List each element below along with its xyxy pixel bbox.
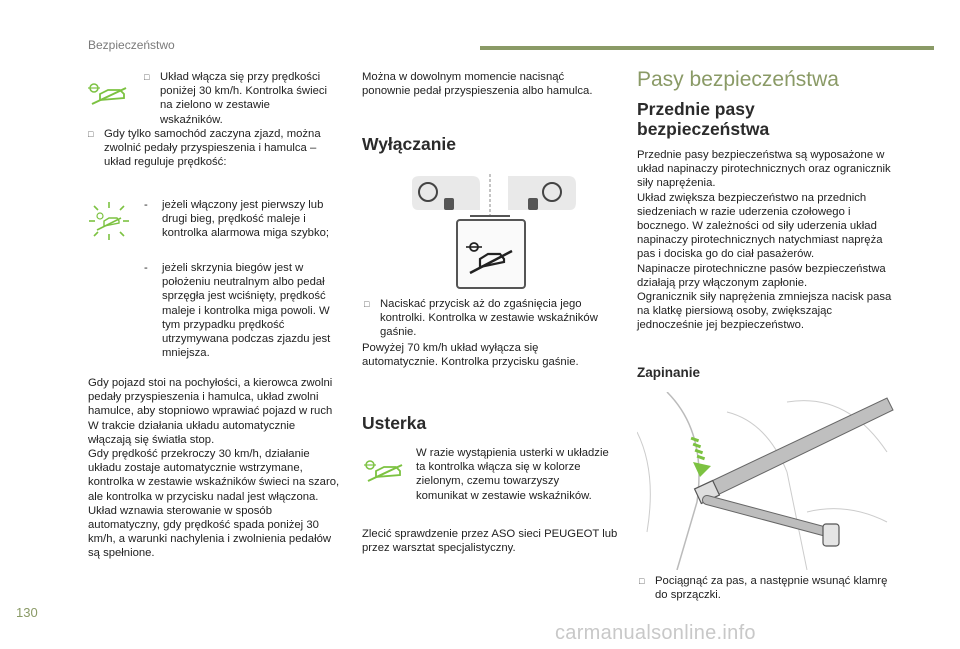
hill-descent-blink-icon: [87, 200, 131, 242]
bullet-marker: □: [364, 299, 370, 309]
col2-fault-paragraph: Zlecić sprawdzenie przez ASO sieci PEUGEOT lub przez warsztat specjalistyczny.: [362, 528, 618, 555]
header-rule: [480, 46, 934, 50]
heading-usterka: Usterka: [362, 413, 427, 433]
col3-fasten-bullet: [639, 574, 895, 602]
col1-dash1: [144, 198, 338, 241]
section-header: Bezpieczeństwo: [88, 38, 175, 52]
heading-wylaczanie: Wyłączanie: [362, 134, 457, 154]
dashboard-icon: [410, 172, 580, 220]
bullet-marker: □: [144, 72, 150, 82]
col2-off-bullet: [364, 297, 614, 340]
subsection-title: Przednie pasy bezpieczeństwa: [637, 99, 770, 139]
col2-fault-text: W razie wystąpienia usterki w układzie ta kontrolka włącza się w kolorze zielonym, czemu towarzyszy komunikat w zestawie wskaźników.: [416, 447, 609, 502]
watermark: carmanualsonline.info: [555, 622, 756, 644]
hill-button-icon[interactable]: [456, 219, 526, 289]
col2-off-bullet-text: Naciskać przycisk aż do zgaśnięcia jego kontrolki. Kontrolka w zestawie wskaźników gaśnie.: [380, 298, 598, 339]
heading-zapinanie: Zapinanie: [637, 365, 701, 380]
bullet-marker: □: [639, 576, 645, 586]
seatbelt-illustration: [637, 392, 897, 570]
col1-dash2: [144, 261, 338, 360]
col1-bullet2-text: Gdy tylko samochód zaczyna zjazd, można zwolnić pedały przyspieszenia i hamulca – układ reguluje prędkość:: [104, 128, 321, 169]
col3-paragraph: Przednie pasy bezpieczeństwa są wyposażone w układ napinaczy pirotechnicznych oraz ogranicznik siły napręźenia. Układ zwiększa bezpieczeństwo na przednich siedzeniach w razie uderzenia czołowego i bocznego. W zależności od siły uderzenia układ napinaczy pirotechnicznych natychmiast napręża pas i dociska go do ciał pasażerów. Napinacze pirotechniczne pasów bezpieczeństwa działają przy włączonym zapłonie. Ogranicznik siły naprężenia zmniejsza nacisk pasa na klatkę piersiową osoby, zwiększając jednocześnie jej bezpieczeństwo.: [637, 149, 892, 332]
dash-marker: -: [144, 262, 148, 274]
col1-bullet1-text: Układ włącza się przy prędkości poniżej 30 km/h. Kontrolka świeci na zielono w zestawie wskaźników.: [160, 71, 328, 126]
col3-fasten-bullet-text: Pociągnąć za pas, a następnie wsunąć klamrę do sprzączki.: [655, 575, 888, 602]
dash-marker: -: [144, 199, 148, 211]
bullet-marker: □: [88, 129, 94, 139]
hill-descent-fault-icon: [362, 455, 408, 485]
col1-bullet2: [88, 127, 336, 170]
col1-dash1-text: jeżeli włączony jest pierwszy lub drugi bieg, prędkość maleje i kontrolka alarmowa miga szybko;: [162, 199, 330, 240]
col1-dash2-text: jeżeli skrzynia biegów jest w położeniu neutralnym albo pedał sprzęgła jest wciśnięty, prędkość maleje i kontrolka miga powoli. W tym przypadku prędkość utrzymywana podczas zjazdu jest mniejsza.: [162, 262, 331, 360]
col2-intro: Można w dowolnym momencie nacisnąć ponownie pedał przyspieszenia albo hamulca.: [362, 71, 593, 98]
col1-bullet1: [144, 70, 335, 127]
section-title: Pasy bezpieczeństwa: [637, 68, 839, 91]
col2-off-paragraph: Powyżej 70 km/h układ wyłącza się automatycznie. Kontrolka przycisku gaśnie.: [362, 342, 579, 369]
page-number: 130: [16, 605, 38, 620]
col1-paragraph: Gdy pojazd stoi na pochyłości, a kierowca zwolni pedały przyspieszenia i hamulca, układ zwolni hamulce, aby stopniowo wprawiać pojazd w ruch W trakcie działania układu automatycznie włączają się światła stop. Gdy prędkość przekroczy 30 km/h, działanie układu zostaje automatycznie wstrzymane, kontrolka w zestawie wskaźników świeci na szaro, ale kontrolka w przycisku nadal jest włączona. Układ wznawia sterowanie w sposób automatyczny, gdy prędkość spada poniżej 30 km/h, a warunki nachylenia i zwolnienia pedałów są spełnione.: [88, 377, 340, 560]
hill-descent-icon: [86, 78, 132, 108]
